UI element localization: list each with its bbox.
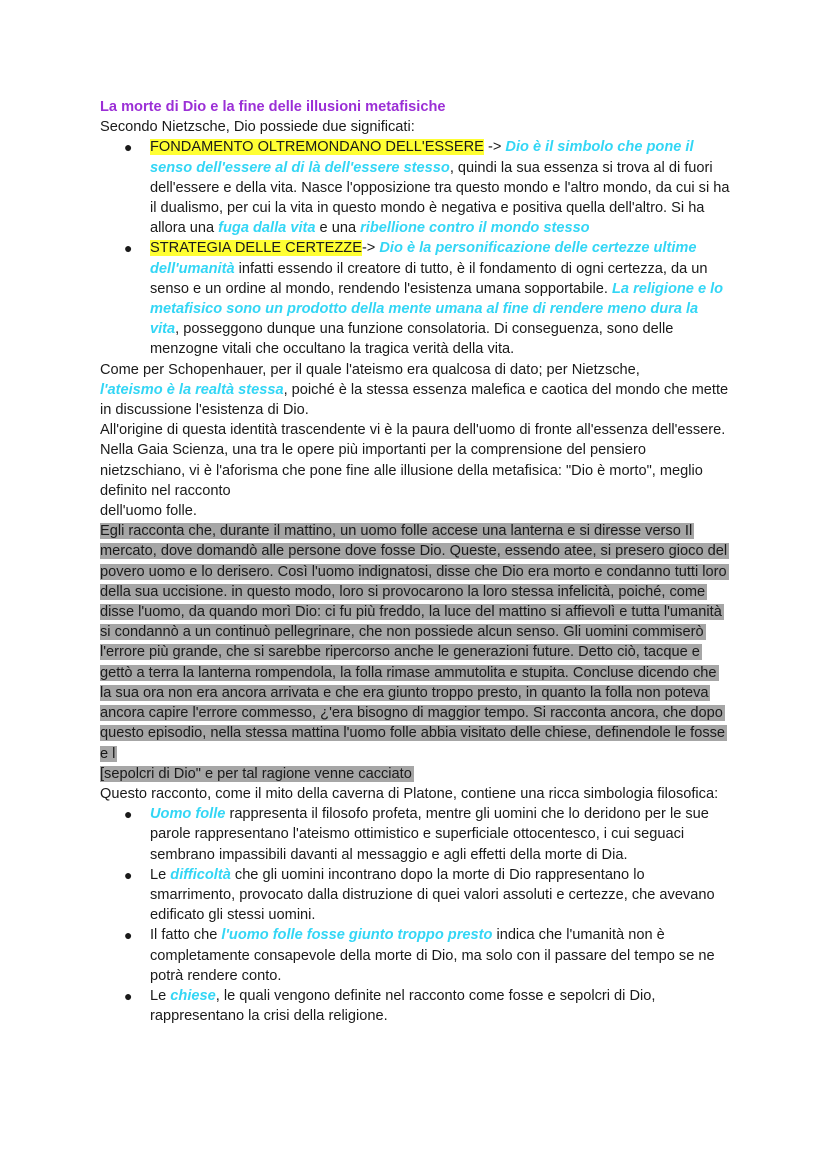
highlighted-story-end: [sepolcri di Dio" e per tal ragione venne cacciato	[100, 765, 412, 782]
body-text: Le	[150, 987, 171, 1004]
document-title: La morte di Dio e la fine delle illusioni metafisiche	[100, 99, 446, 115]
list-item	[124, 804, 730, 865]
list-item	[124, 238, 730, 359]
gaia-scienza-paragraph	[100, 440, 730, 521]
body-text: e una	[315, 220, 361, 237]
body-text: Come per Schopenhauer, per il quale l'ateismo era qualcosa di dato; per Nietzsche,	[100, 361, 640, 378]
emphasis-text: l'ateismo è la realtà stessa	[100, 381, 284, 398]
body-text: indica che l'umanità non è completamente consapevole della morte di Dio, ma solo con il passare del tempo se ne potrà rendere conto.	[150, 927, 715, 984]
emphasis-text: Uomo folle	[150, 806, 226, 823]
list-item	[124, 137, 730, 238]
bullet-icon: ●	[124, 806, 133, 823]
meanings-list	[100, 137, 730, 359]
intro-paragraph: Secondo Nietzsche, Dio possiede due significati:	[100, 119, 415, 136]
emphasis-text: l'uomo folle fosse giunto troppo presto	[221, 927, 493, 944]
body-text: dell'uomo folle.	[100, 503, 197, 520]
bullet-icon: ●	[124, 240, 133, 257]
emphasis-text: ribellione contro il mondo stesso	[360, 220, 590, 237]
document-page	[100, 97, 730, 1026]
body-text: Le	[150, 866, 171, 883]
list-item	[124, 925, 730, 986]
list-item	[124, 865, 730, 926]
symbolism-intro: Questo racconto, come il mito della caverna di Platone, contiene una ricca simbologia filosofica:	[100, 785, 719, 802]
symbolism-list	[100, 804, 730, 1026]
emphasis-text: Dio è la personificazione delle certezze ultime dell'umanità	[150, 240, 697, 277]
emphasis-text: fuga dalla vita	[218, 220, 316, 237]
body-text: rappresenta il filosofo profeta, mentre gli uomini che lo deridono per le sue parole rappresentano l'ateismo ottimistico e superficiale ottocentesco, i cui seguaci sembrano impassibili davanti al messaggio e agli effetti della morte di Dia.	[150, 806, 709, 863]
arrow-text: ->	[361, 240, 380, 257]
madman-story-block	[100, 521, 730, 784]
emphasis-text: Dio è il simbolo che pone il senso dell'essere al di là dell'essere stesso	[150, 139, 694, 176]
bullet-icon: ●	[124, 866, 133, 883]
body-text: infatti essendo il creatore di tutto, è il fondamento di ogni certezza, da un senso e un ordine al mondo, rendendo l'esistenza umana sopportabile.	[150, 260, 708, 297]
bullet-icon: ●	[124, 987, 133, 1004]
bullet-icon: ●	[124, 927, 133, 944]
origin-paragraph: All'origine di questa identità trascendente vi è la paura dell'uomo di fronte all'essenza dell'essere.	[100, 422, 726, 439]
body-text: Il fatto che	[150, 927, 222, 944]
highlighted-story: Egli racconta che, durante il mattino, un uomo folle accese una lanterna e si diresse verso Il mercato, dove domandò alle persone dove fosse Dio. Queste, essendo atee, si presero gioco del povero uomo e lo derisero. Così l'uomo indignatosi, disse che Dio era morto e condanno tutti loro della sua uccisione. in questo modo, loro si provocarono la loro stessa infelicità, poiché, come disse l'uomo, da quando morì Dio: ci fu più freddo, la luce del mattino si affievolì e tutta l'umanità si condannò a un continuò pellegrinare, che non possiede alcun senso. Gli uomini commiserò l'errore più grande, che si sarebbe ripercorso anche le generazioni future. Detto ciò, tacque e gettò a terra la lanterna rompendola, la folla rimase ammutolita e stupita. Concluse dicendo che la sua ora non era ancora arrivata e che era giunto troppo presto, in quanto la folla non poteva ancora capire l'errore commesso, ¿'era bisogno di maggior tempo. Si racconta ancora, che dopo questo episodio, nella stessa mattina l'uomo folle abbia visitato delle chiese, definendole le fosse e l	[100, 523, 728, 762]
body-text: , posseggono dunque una funzione consolatoria. Di conseguenza, sono delle menzogne vitali che occultano la tragica verità della vita.	[150, 321, 674, 358]
body-text: , poiché è la stessa essenza malefica e caotica del mondo che mette in discussione l'esistenza di Dio.	[100, 381, 729, 419]
body-text: , le quali vengono definite nel racconto come fosse e sepolcri di Dio, rappresentano la crisi della religione.	[150, 987, 656, 1025]
emphasis-text: chiese	[170, 987, 216, 1004]
emphasis-text: difficoltà	[170, 866, 231, 883]
bullet-icon: ●	[124, 139, 133, 156]
body-text: che gli uomini incontrano dopo la morte di Dio rappresentano lo smarrimento, provocato dalla distruzione di quei valori assoluti e certezze, che avevano edificato gli stessi uomini.	[150, 866, 715, 924]
body-text: , quindi la sua essenza si trova al di fuori dell'essere e della vita. Nasce l'opposizione tra questo mondo e l'altro mondo, da cui si ha il dualismo, per cui la vita in questo mondo è negativa e positiva quella dell'altro. Si ha allora una	[150, 159, 730, 237]
atheism-paragraph	[100, 360, 730, 421]
list-item	[124, 986, 730, 1026]
body-text: Nella Gaia Scienza, una tra le opere più importanti per la comprensione del pensiero nietzschiano, vi è l'aforisma che pone fine alle illusione della metafisica: "Dio è morto", meglio definito nel racconto	[100, 442, 703, 499]
highlighted-term: STRATEGIA DELLE CERTEZZE	[150, 240, 362, 257]
highlighted-term: FONDAMENTO OLTREMONDANO DELL'ESSERE	[150, 139, 484, 156]
arrow-text: ->	[483, 139, 506, 156]
emphasis-text: La religione e lo metafisico sono un prodotto della mente umana al fine di rendere meno dura la vita	[150, 280, 724, 338]
